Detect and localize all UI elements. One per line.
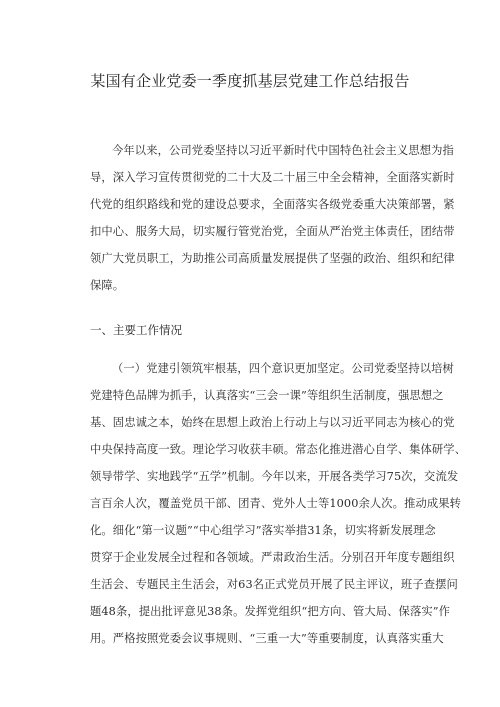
intro-line: 导，深入学习宣传贯彻党的二十大及二十届三中全会精神，全面落实新时 xyxy=(90,171,455,184)
section-heading: 一、主要工作情况 xyxy=(90,323,182,337)
intro-line: 代党的组织路线和党的建设总要求，全面落实各级党委重大决策部署，紧 xyxy=(90,198,455,211)
intro-line: 保障。 xyxy=(90,279,125,292)
intro-line: 今年以来，公司党委坚持以习近平新时代中国特色社会主义思想为指 xyxy=(112,144,454,157)
document-title: 某国有企业党委一季度抓基层党建工作总结报告 xyxy=(90,72,410,90)
intro-line: 扣中心、服务大局，切实履行管党治党，全面从严治党主体责任，团结带 xyxy=(90,225,455,238)
body-line: （一）党建引领筑牢根基，四个意识更加坚定。公司党委坚持以培树 xyxy=(112,362,454,375)
body-line: 言百余人次，覆盖党员干部、团青、党外人士等1000余人次。推动成果转 xyxy=(90,497,462,510)
body-line: 化。细化“第一议题”“中心组学习”落实举措31条，切实将新发展理念 xyxy=(90,524,436,537)
body-line: 题48条，提出批评意见38条。发挥党组织“把方向、管大局、保落实”作 xyxy=(90,605,451,618)
body-line: 用。严格按照党委会议事规则、“三重一大”等重要制度，认真落实重大 xyxy=(90,632,444,645)
intro-line: 领广大党员职工，为助推公司高质量发展提供了坚强的政治、组织和纪律 xyxy=(90,252,455,265)
body-line: 贯穿于企业发展全过程和各领域。严肃政治生活。分别召开年度专题组织 xyxy=(90,551,455,564)
body-line: 领导带学、实地践学“五学”机制。今年以来，开展各类学习75次，交流发 xyxy=(90,470,459,483)
body-line: 生活会、专题民主生活会，对63名正式党员开展了民主评议，班子查摆问 xyxy=(90,578,458,591)
body-line: 中央保持高度一致。理论学习收获丰硕。常态化推进潜心自学、集体研学、 xyxy=(90,443,467,456)
body-line: 党建特色品牌为抓手，认真落实“三会一课”等组织生活制度，强思想之 xyxy=(90,389,444,402)
body-line: 基、固忠诚之本，始终在思想上政治上行动上与以习近平同志为核心的党 xyxy=(90,416,455,429)
